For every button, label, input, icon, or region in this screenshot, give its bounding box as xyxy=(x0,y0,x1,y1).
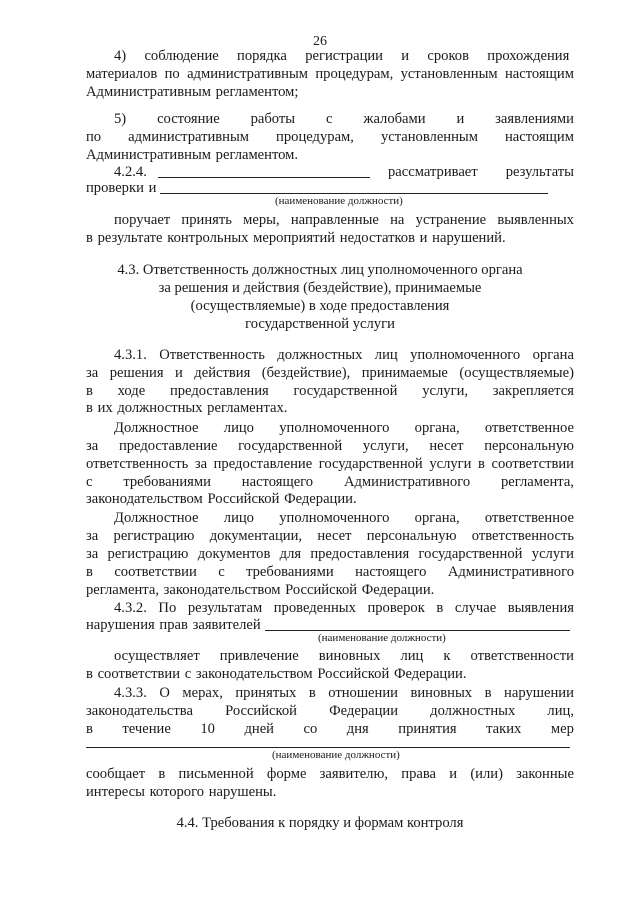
word: несет xyxy=(317,528,352,544)
field-caption: (наименование должности) xyxy=(275,195,403,207)
word: с xyxy=(86,474,93,490)
text-line xyxy=(86,765,574,783)
word: 4.3.3. xyxy=(114,685,147,701)
word: и xyxy=(419,230,428,246)
word: принимаемые xyxy=(361,365,448,381)
word: административным xyxy=(187,66,309,82)
word: ответственность xyxy=(471,528,574,544)
fill-in-blank xyxy=(158,177,370,178)
word: в xyxy=(86,383,93,399)
word: в xyxy=(86,230,93,246)
word: 4.3.1. xyxy=(114,347,147,363)
word: мероприятий xyxy=(253,230,336,246)
word: Административного xyxy=(343,474,471,490)
word: рассматривает xyxy=(388,164,478,180)
word: Административного xyxy=(447,564,574,580)
text-line xyxy=(86,437,574,455)
word: соблюдение xyxy=(144,48,219,64)
word: Ответственность xyxy=(159,347,265,363)
word: ответственное xyxy=(484,420,574,436)
word: 5) xyxy=(114,111,127,127)
word: ходе xyxy=(117,383,146,399)
word: должностных xyxy=(430,703,516,719)
word: настоящего xyxy=(355,564,427,580)
word: Федерации. xyxy=(361,582,435,598)
word: за xyxy=(86,546,99,562)
word: услуги, xyxy=(422,383,469,399)
word: регламента, xyxy=(86,582,159,598)
word: сроков xyxy=(427,48,469,64)
word: заявителю, xyxy=(319,766,389,782)
word: соответствии xyxy=(114,564,197,580)
word: несет xyxy=(429,438,464,454)
word: с xyxy=(184,666,192,682)
word: 4.3.2. xyxy=(114,600,147,616)
word: установленным xyxy=(380,129,478,145)
word: (осуществляемые) xyxy=(459,365,574,381)
word: 4.2.4. xyxy=(114,164,147,180)
word: законодательством xyxy=(195,666,313,682)
text-line xyxy=(114,47,574,65)
text-line xyxy=(114,684,574,702)
word: течение xyxy=(122,721,171,737)
word: мер xyxy=(550,721,574,737)
word: порядка xyxy=(237,48,287,64)
word: регламентах. xyxy=(207,400,288,416)
word: регистрации xyxy=(305,48,383,64)
text-line xyxy=(86,146,574,164)
word: законодательством xyxy=(86,491,203,507)
word: по xyxy=(86,129,102,145)
word: нарушений. xyxy=(432,230,506,246)
section-heading-line: 4.3. Ответственность должностных лиц уполномоченного органа xyxy=(117,262,523,278)
word: предоставление xyxy=(118,438,218,454)
word: направленные xyxy=(290,212,379,228)
text-line xyxy=(86,490,574,508)
word: Федерации. xyxy=(393,666,467,682)
word: Российской xyxy=(225,703,297,719)
fill-in-blank xyxy=(265,630,570,631)
word: проверок xyxy=(367,600,425,616)
word: ответственность xyxy=(86,456,189,472)
word: сообщает xyxy=(86,766,146,782)
word: административным xyxy=(128,129,250,145)
word: предоставления xyxy=(310,546,410,562)
text-line xyxy=(114,509,574,527)
word: в xyxy=(158,766,166,782)
field-caption: (наименование должности) xyxy=(318,632,446,644)
word: органа, xyxy=(414,420,460,436)
word: Административным xyxy=(86,147,211,163)
text-line xyxy=(114,346,574,364)
word: регламентом; xyxy=(215,84,299,100)
word: работы xyxy=(250,111,296,127)
word: со xyxy=(303,721,318,737)
word: случае xyxy=(454,600,497,616)
word: услуги, xyxy=(362,438,409,454)
word: закрепляется xyxy=(492,383,574,399)
text-line xyxy=(86,128,574,146)
word: которого xyxy=(149,784,205,800)
word: с xyxy=(218,564,225,580)
word: виновных xyxy=(410,685,473,701)
text-line xyxy=(86,83,574,101)
word: результаты xyxy=(505,164,574,180)
word: лиц, xyxy=(547,703,574,719)
word: лицо xyxy=(223,420,254,436)
word: с xyxy=(325,111,333,127)
text-line xyxy=(114,110,574,128)
word: заявлениями xyxy=(495,111,574,127)
word: устранение xyxy=(415,212,487,228)
word: письменной xyxy=(178,766,254,782)
text-line xyxy=(86,527,574,545)
word: для xyxy=(279,546,302,562)
word: в xyxy=(86,721,93,737)
text-line xyxy=(86,720,574,738)
word: за xyxy=(86,528,99,544)
word: лиц xyxy=(374,347,398,363)
word: отношении xyxy=(328,685,398,701)
word: прав xyxy=(159,617,188,633)
word: нарушены. xyxy=(208,784,277,800)
text-line xyxy=(114,419,574,437)
word: услуги xyxy=(531,546,574,562)
word: настоящим xyxy=(504,129,574,145)
word: выявленных xyxy=(497,212,574,228)
word: к xyxy=(443,648,451,664)
word: настоящим xyxy=(504,66,574,82)
word: Должностное xyxy=(114,420,199,436)
word: регламентом. xyxy=(215,147,299,163)
word: принятых xyxy=(235,685,297,701)
word: и xyxy=(449,766,458,782)
word: мерах, xyxy=(182,685,223,701)
word: осуществляет xyxy=(114,648,200,664)
word: виновных xyxy=(318,648,381,664)
text-line xyxy=(86,382,574,400)
word: Российской xyxy=(285,582,358,598)
word: принять xyxy=(181,212,232,228)
text-line xyxy=(114,647,574,665)
word: услуги xyxy=(429,456,472,472)
word: в xyxy=(478,456,485,472)
word: лицо xyxy=(223,510,254,526)
word: (или) xyxy=(470,766,503,782)
word: в xyxy=(308,685,316,701)
word: должностных xyxy=(277,347,363,363)
text-line xyxy=(86,455,574,473)
word: 4) xyxy=(114,48,127,64)
word: дня xyxy=(346,721,369,737)
word: Должностное xyxy=(114,510,199,526)
text-line xyxy=(114,599,574,617)
section-heading-line: за решения и действия (бездействие), принимаемые xyxy=(158,280,482,296)
word: законодательством xyxy=(163,582,281,598)
word: персональную xyxy=(366,528,457,544)
text-line xyxy=(86,702,574,720)
word: документов xyxy=(197,546,271,562)
word: недостатков xyxy=(339,230,415,246)
word: По xyxy=(158,600,177,616)
word: государственной xyxy=(318,456,423,472)
text-line xyxy=(86,399,574,417)
word: интересы xyxy=(86,784,145,800)
field-caption: (наименование должности) xyxy=(272,749,400,761)
text-line xyxy=(86,65,574,83)
word: в xyxy=(484,685,492,701)
word: таких xyxy=(486,721,522,737)
word: в xyxy=(436,600,444,616)
word: и xyxy=(175,365,183,381)
text-line xyxy=(114,211,574,229)
word: Федерации. xyxy=(284,491,357,507)
word: регистрацию xyxy=(113,528,195,544)
word: нарушения xyxy=(86,617,155,633)
word: и xyxy=(401,48,410,64)
word: О xyxy=(159,685,170,701)
fill-in-blank xyxy=(86,747,570,748)
text-line xyxy=(86,783,574,801)
word: персональную xyxy=(484,438,574,454)
word: Административным xyxy=(86,84,211,100)
word: на xyxy=(390,212,405,228)
word: права xyxy=(401,766,437,782)
word: Российской xyxy=(207,491,280,507)
word: уполномоченного xyxy=(279,420,390,436)
word: и xyxy=(148,180,157,196)
section-heading-4-4: 4.4. Требования к порядку и формам контроля xyxy=(176,815,464,831)
word: органа xyxy=(532,347,574,363)
word: уполномоченного xyxy=(279,510,390,526)
word: должностных xyxy=(117,400,203,416)
word: регистрацию xyxy=(107,546,189,562)
text-line xyxy=(86,581,574,599)
word: заявителей xyxy=(192,617,261,633)
word: привлечение xyxy=(219,648,299,664)
word: законодательства xyxy=(86,703,193,719)
text-line xyxy=(86,563,574,581)
word: государственной xyxy=(238,438,343,454)
word: государственной xyxy=(418,546,523,562)
word: соответствии xyxy=(97,666,181,682)
word: законные xyxy=(516,766,574,782)
word: результате xyxy=(97,230,163,246)
word: предоставления xyxy=(169,383,269,399)
word: меры, xyxy=(243,212,280,228)
word: форме xyxy=(266,766,307,782)
page-number: 26 xyxy=(313,34,327,49)
word: процедурам, xyxy=(276,129,354,145)
fill-in-blank xyxy=(160,193,548,194)
word: (бездействие), xyxy=(261,365,351,381)
word: результатам xyxy=(187,600,263,616)
word: лиц xyxy=(400,648,424,664)
word: принятия xyxy=(398,721,457,737)
word: документации, xyxy=(209,528,303,544)
section-heading-line: (осуществляемые) в ходе предоставления xyxy=(190,298,450,314)
word: выявления xyxy=(507,600,574,616)
word: государственной xyxy=(293,383,398,399)
text-line xyxy=(86,364,574,382)
word: процедурам, xyxy=(315,66,394,82)
word: Российской xyxy=(317,666,390,682)
word: прохождения xyxy=(487,48,570,64)
word: требованиями xyxy=(123,474,211,490)
word: соответствии xyxy=(491,456,574,472)
word: 10 xyxy=(200,721,215,737)
word: в xyxy=(86,564,93,580)
section-heading-line: государственной услуги xyxy=(245,316,395,332)
text-line xyxy=(86,473,574,491)
word: за xyxy=(194,456,208,472)
word: контрольных xyxy=(167,230,249,246)
word: проверки xyxy=(86,180,144,196)
word: в xyxy=(86,400,93,416)
word: состояние xyxy=(157,111,220,127)
word: нарушении xyxy=(504,685,574,701)
word: установленным xyxy=(400,66,498,82)
word: их xyxy=(97,400,113,416)
word: уполномоченного xyxy=(410,347,521,363)
word: дней xyxy=(244,721,274,737)
word: в xyxy=(86,666,93,682)
word: по xyxy=(164,66,180,82)
text-line xyxy=(86,545,574,563)
word: за xyxy=(86,365,99,381)
word: требованиями xyxy=(246,564,334,580)
word: ответственности xyxy=(470,648,574,664)
word: регламента, xyxy=(500,474,574,490)
word: и xyxy=(456,111,465,127)
text-line xyxy=(86,229,574,247)
text-line xyxy=(86,665,574,683)
word: ответственное xyxy=(484,510,574,526)
word: органа, xyxy=(414,510,460,526)
word: проведенных xyxy=(273,600,356,616)
word: настоящего xyxy=(241,474,314,490)
word: поручает xyxy=(114,212,171,228)
word: предоставление xyxy=(213,456,313,472)
word: решения xyxy=(109,365,164,381)
word: действия xyxy=(194,365,251,381)
word: Федерации xyxy=(329,703,399,719)
word: за xyxy=(86,438,99,454)
word: жалобами xyxy=(363,111,426,127)
word: материалов xyxy=(86,66,158,82)
